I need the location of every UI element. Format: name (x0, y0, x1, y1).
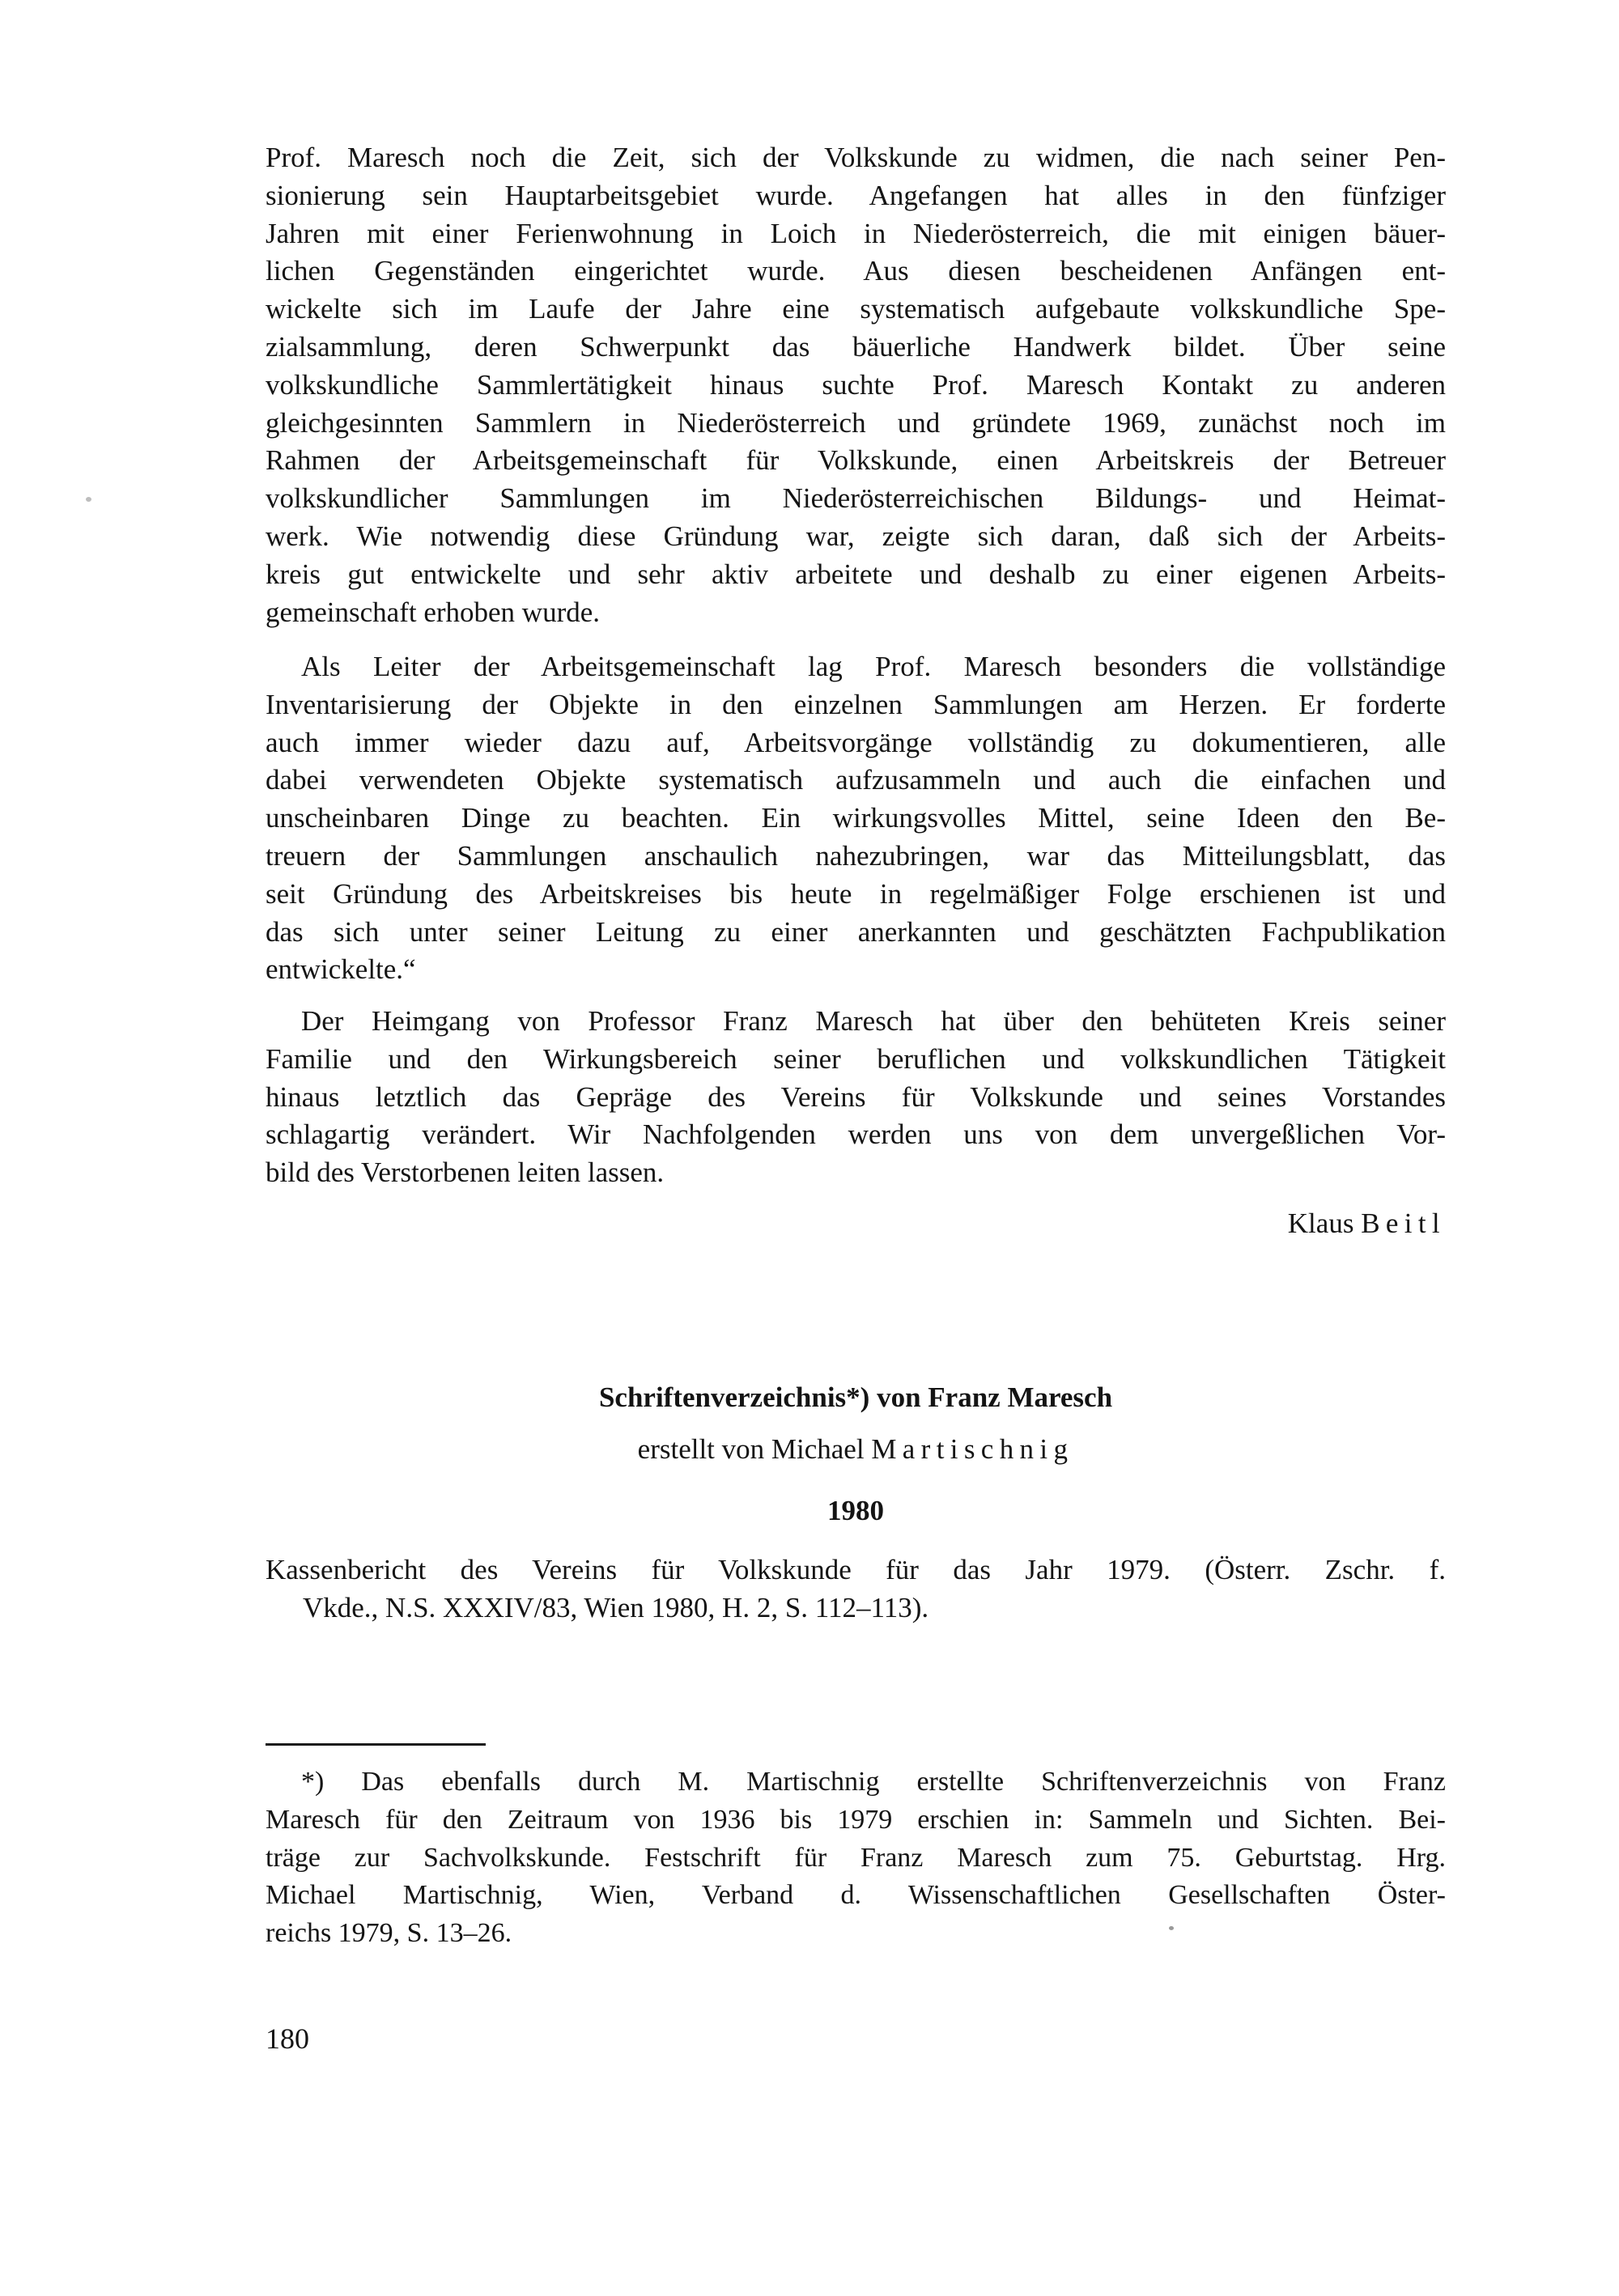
body-text-line: volkskundliche Sammlertätigkeit hinaus suchte Prof. Maresch Kontakt zu anderen (266, 368, 1446, 401)
body-text-line: entwickelte.“ (266, 953, 416, 986)
footnote-line: *) Das ebenfalls durch M. Martischnig erstellte Schriftenverzeichnis von Franz (301, 1767, 1446, 1797)
author-last-name: Beitl (1361, 1207, 1446, 1239)
body-text-line: hinaus letztlich das Gepräge des Vereins für Volkskunde und seines Vorstandes (266, 1080, 1446, 1113)
body-text-line: Prof. Maresch noch die Zeit, sich der Volkskunde zu widmen, die nach seiner Pen- (266, 142, 1446, 173)
body-text-line: schlagartig verändert. Wir Nachfolgenden werden uns von dem unvergeßlichen Vor- (266, 1118, 1446, 1151)
body-text-line: bild des Verstorbenen leiten lassen. (266, 1156, 665, 1189)
body-text-line: das sich unter seiner Leitung zu einer anerkannten und geschätzten Fachpublikation (266, 915, 1446, 948)
author-signature (266, 1205, 1446, 1243)
paragraph-continuation (266, 139, 1446, 631)
paragraph-als-leiter (266, 648, 1446, 989)
footnote-line: träge zur Sachvolkskunde. Festschrift für Franz Maresch zum 75. Geburtstag. Hrg. (266, 1842, 1446, 1873)
body-text-line: Rahmen der Arbeitsgemeinschaft für Volkskunde, einen Arbeitskreis der Betreuer (266, 444, 1446, 477)
body-text-line: zialsammlung, deren Schwerpunkt das bäuerliche Handwerk bildet. Über seine (266, 330, 1446, 363)
body-text-line: auch immer wieder dazu auf, Arbeitsvorgänge vollständig zu dokumentieren, alle (266, 726, 1446, 758)
body-text-line: Familie und den Wirkungsbereich seiner beruflichen und volkskundlichen Tätigkeit (266, 1042, 1446, 1075)
footnote-line: reichs 1979, S. 13–26. (266, 1918, 512, 1949)
body-text-line: werk. Wie notwendig diese Gründung war, zeigte sich daran, daß sich der Arbeits- (266, 520, 1446, 552)
body-text-line: treuern der Sammlungen anschaulich nahezubringen, war das Mitteilungsblatt, das (266, 839, 1446, 872)
scan-speck (1169, 1926, 1174, 1930)
bibliography-entry (266, 1551, 1446, 1628)
author-first-name: Klaus (1287, 1207, 1362, 1239)
body-text-line: Der Heimgang von Professor Franz Maresch hat über den behüteten Kreis seiner (301, 1005, 1446, 1037)
body-text-line: sionierung sein Hauptarbeitsgebiet wurde. Angefangen hat alles in den fünfziger (266, 179, 1446, 211)
body-text-line: dabei verwendeten Objekte systematisch aufzusammeln und auch die einfachen und (266, 764, 1446, 796)
body-text-line: Jahren mit einer Ferienwohnung in Loich in Niederösterreich, die mit einigen bäuer- (266, 217, 1446, 249)
body-text-line: volkskundlicher Sammlungen im Niederösterreichischen Bildungs- und Heimat- (266, 482, 1446, 515)
body-text-line: gleichgesinnten Sammlern in Niederösterreich und gründete 1969, zunächst noch im (266, 406, 1446, 439)
body-text-line: Als Leiter der Arbeitsgemeinschaft lag Prof. Maresch besonders die vollständige (301, 651, 1446, 682)
body-text-line: seit Gründung des Arbeitskreises bis heute in regelmäßiger Folge erschienen ist und (266, 877, 1446, 910)
footnote-line: Maresch für den Zeitraum von 1936 bis 1979 erschien in: Sammeln und Sichten. Bei- (266, 1804, 1446, 1835)
section-subtitle-name: Martischnig (871, 1433, 1074, 1465)
paragraph-der-heimgang (266, 1003, 1446, 1192)
body-text-line: kreis gut entwickelte und sehr aktiv arbeitete und deshalb zu einer eigenen Arbeits- (266, 558, 1446, 590)
body-text-line: lichen Gegenständen eingerichtet wurde. Aus diesen bescheidenen Anfängen ent- (266, 255, 1446, 287)
section-title: Schriftenverzeichnis*) von Franz Maresch (598, 1381, 1113, 1413)
body-text-line: gemeinschaft erhoben wurde. (266, 596, 601, 628)
body-text-line: wickelte sich im Laufe der Jahre eine systematisch aufgebaute volkskundliche Spe- (266, 293, 1446, 325)
footnote (266, 1763, 1446, 1953)
scan-speck (86, 497, 91, 502)
bibliography-entry-line: Kassenbericht des Vereins für Volkskunde für das Jahr 1979. (Österr. Zschr. f. (266, 1554, 1446, 1585)
bibliography-entry-line: Vkde., N.S. XXXIV/83, Wien 1980, H. 2, S. 112–113). (303, 1591, 929, 1623)
footnote-line: Michael Martischnig, Wien, Verband d. Wissenschaftlichen Gesellschaften Öster- (266, 1880, 1446, 1911)
body-text-line: Inventarisierung der Objekte in den einzelnen Sammlungen am Herzen. Er forderte (266, 688, 1446, 720)
section-year: 1980 (827, 1495, 884, 1526)
section-subtitle-prefix: erstellt von Michael (637, 1433, 872, 1465)
page-number: 180 (266, 2022, 309, 2055)
section-subtitle (266, 1431, 1446, 1469)
footnote-divider (266, 1743, 486, 1746)
body-text-line: unscheinbaren Dinge zu beachten. Ein wirkungsvolles Mittel, seine Ideen den Be- (266, 802, 1446, 834)
